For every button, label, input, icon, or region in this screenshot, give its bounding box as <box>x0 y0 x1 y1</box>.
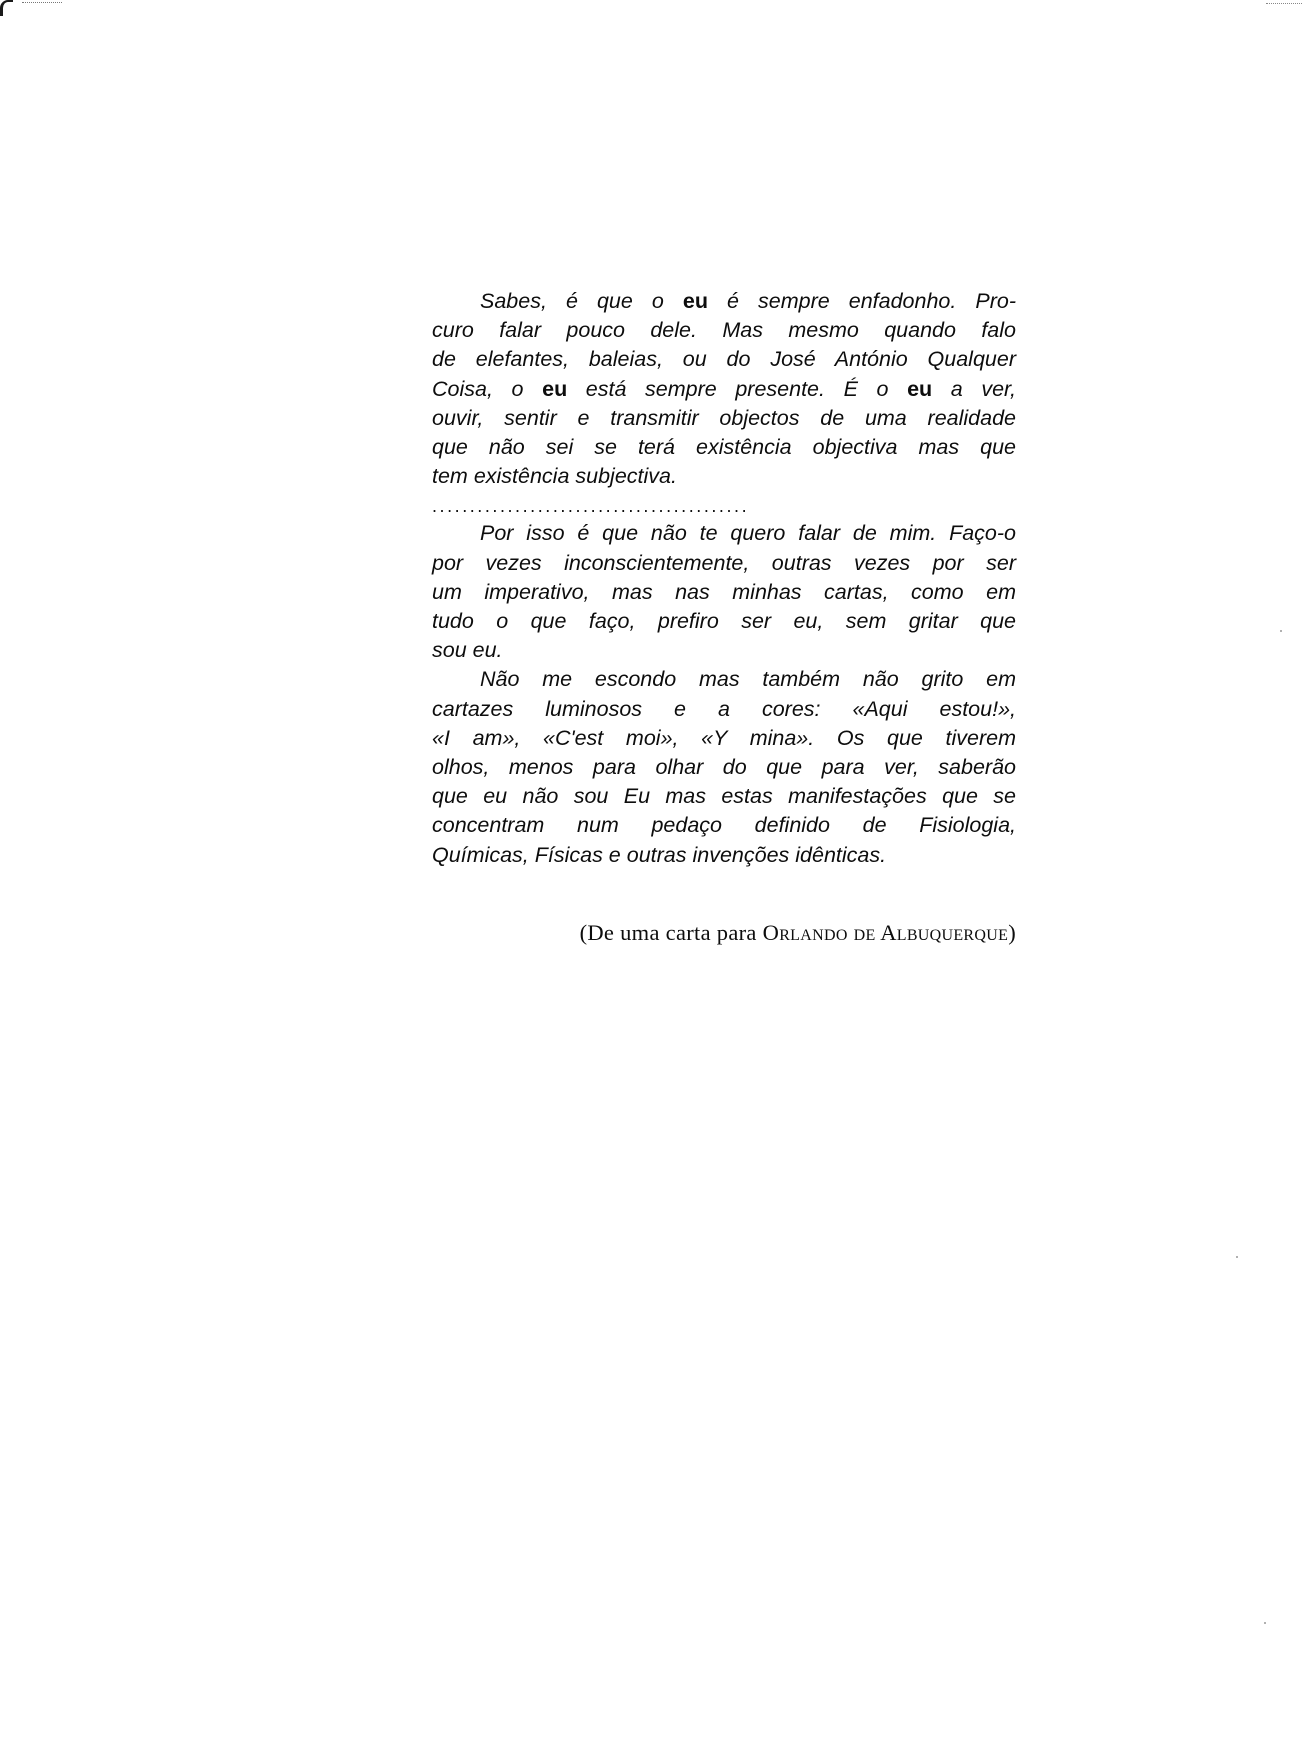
text-line: Por isso é que não te quero falar de mim. Faço-o <box>480 521 1016 546</box>
text-line: tudo o que faço, prefiro ser eu, sem gritar que <box>432 609 1016 634</box>
text-line: ouvir, sentir e transmitir objectos de uma realidade <box>432 405 1016 430</box>
emphasis-eu: eu <box>907 376 933 401</box>
text-span: está sempre presente. É o <box>567 376 908 401</box>
letter-excerpt <box>432 287 1016 870</box>
text-span: Coisa, o <box>432 376 543 401</box>
text-span: é sempre enfadonho. Pro- <box>707 289 1016 313</box>
text-line: «I am», «C'est moi», «Y mina». Os que tiverem <box>432 725 1016 750</box>
text-line: que eu não sou Eu mas estas manifestações que se <box>432 784 1016 809</box>
attribution-suffix: ) <box>1008 920 1016 945</box>
scan-speck <box>1280 630 1282 632</box>
text-line: por vezes inconscientemente, outras vezes por ser <box>432 550 1016 575</box>
text-line: que não sei se terá existência objectiva mas que <box>432 435 1016 460</box>
emphasis-eu: eu <box>682 289 708 313</box>
emphasis-eu: eu <box>542 376 568 401</box>
text-span: Sabes, é que o <box>480 289 683 313</box>
text-line <box>432 287 1016 316</box>
paragraph-3 <box>432 665 1016 869</box>
text-line: tem existência subjectiva. <box>432 464 677 489</box>
attribution-prefix: (De uma carta para <box>579 920 763 945</box>
text-line: curo falar pouco dele. Mas mesmo quando falo <box>432 318 1016 343</box>
scan-speck <box>1236 1256 1238 1258</box>
scan-artifact <box>1266 3 1302 5</box>
scan-corner-mark <box>0 0 13 16</box>
text-line: cartazes luminosos e a cores: «Aqui estou!», <box>432 696 1016 721</box>
text-line: olhos, menos para olhar do que para ver, saberão <box>432 755 1016 780</box>
source-attribution <box>438 918 1016 948</box>
scan-speck <box>1264 1622 1266 1624</box>
text-line: um imperativo, mas nas minhas cartas, como em <box>432 579 1016 604</box>
text-line: de elefantes, baleias, ou do José António Qualquer <box>432 347 1016 372</box>
text-line: Não me escondo mas também não grito em <box>480 667 1016 692</box>
ellipsis-divider: .......................................... <box>432 496 750 517</box>
text-line: Químicas, Físicas e outras invenções idênticas. <box>432 842 887 867</box>
text-span: a ver, <box>932 376 1016 401</box>
text-line: concentram num pedaço definido de Fisiologia, <box>432 813 1016 838</box>
paragraph-1 <box>432 287 1016 491</box>
attribution-author: Orlando de Albuquerque <box>762 920 1009 945</box>
text-line <box>432 375 1016 404</box>
text-line: sou eu. <box>432 638 503 663</box>
paragraph-2 <box>432 519 1016 665</box>
scan-artifact <box>22 2 62 4</box>
